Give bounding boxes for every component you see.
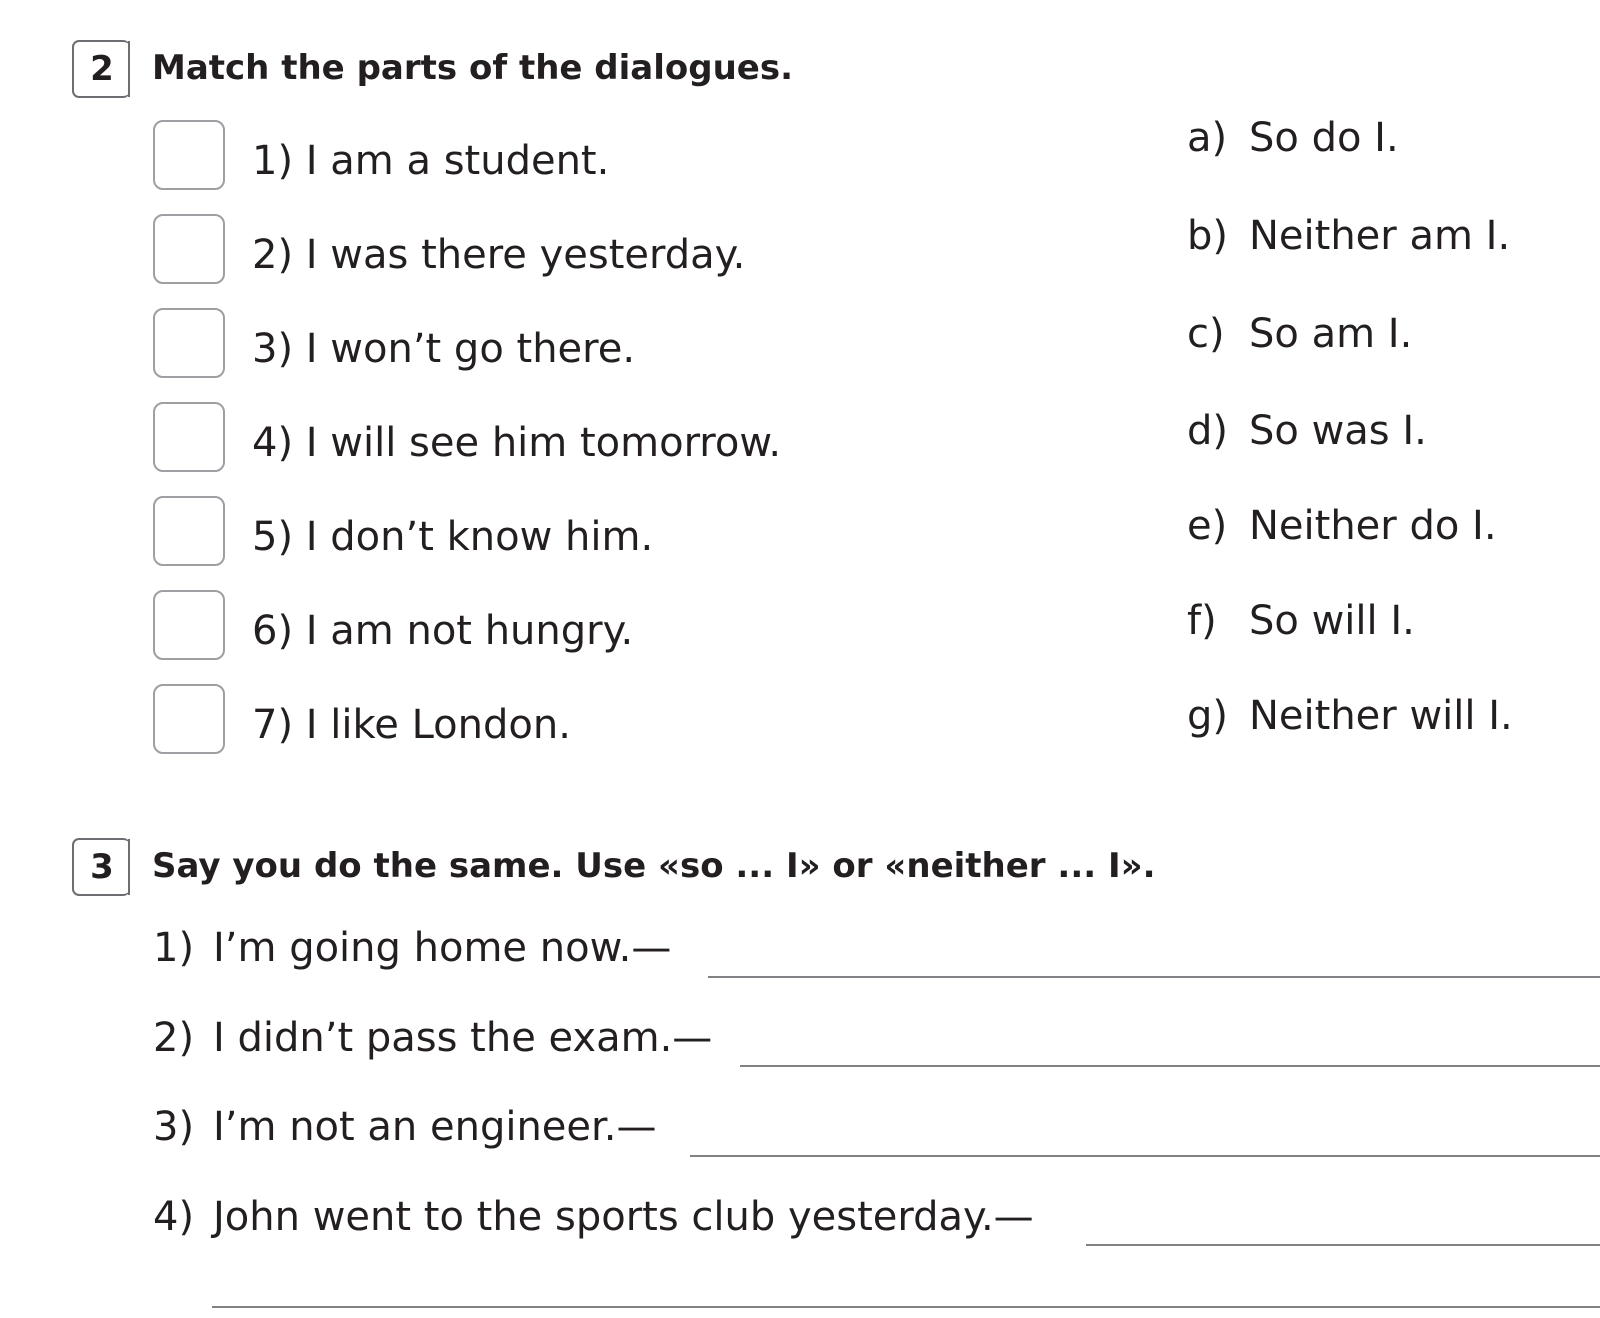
answer-box-6[interactable]: [153, 590, 225, 660]
exercise-number-badge: [72, 40, 130, 98]
left-item-3: 3) I won’t go there.: [252, 326, 636, 372]
right-item-g: [1187, 693, 1513, 739]
right-item-d: [1187, 408, 1427, 454]
answer-box-1[interactable]: [153, 120, 225, 190]
prompt-number: 3): [153, 1104, 195, 1150]
prompt-item-2: [153, 1015, 712, 1061]
right-item-letter: c): [1187, 311, 1225, 357]
right-item-letter: d): [1187, 408, 1228, 454]
answer-line-3[interactable]: [690, 1155, 1600, 1157]
right-item-text: So will I.: [1249, 598, 1415, 644]
exercise-title: Match the parts of the dialogues.: [152, 48, 794, 88]
right-item-letter: a): [1187, 115, 1228, 161]
answer-line-4[interactable]: [1086, 1244, 1600, 1246]
right-item-text: So do I.: [1249, 115, 1399, 161]
prompt-item-3: [153, 1104, 657, 1150]
prompt-item-1: [153, 925, 671, 971]
right-item-letter: e): [1187, 503, 1228, 549]
exercise-number: 2: [90, 49, 114, 89]
left-item-4: 4) I will see him tomorrow.: [252, 420, 782, 466]
answer-box-7[interactable]: [153, 684, 225, 754]
right-item-e: [1187, 503, 1497, 549]
prompt-number: 2): [153, 1015, 195, 1061]
answer-box-5[interactable]: [153, 496, 225, 566]
prompt-item-4: [153, 1194, 1034, 1240]
left-item-1: 1) I am a student.: [252, 138, 610, 184]
right-item-letter: b): [1187, 213, 1228, 259]
answer-line-4-continued[interactable]: [212, 1306, 1600, 1308]
answer-box-4[interactable]: [153, 402, 225, 472]
exercise-title: Say you do the same. Use «so ... I» or «neither ... I».: [152, 846, 1156, 886]
prompt-text: I’m going home now.—: [213, 925, 672, 971]
right-item-text: So was I.: [1249, 408, 1427, 454]
right-item-b: [1187, 213, 1510, 259]
right-item-text: Neither will I.: [1249, 693, 1513, 739]
right-item-c: [1187, 311, 1412, 357]
prompt-number: 1): [153, 925, 195, 971]
exercise-number: 3: [90, 847, 114, 887]
left-item-2: 2) I was there yesterday.: [252, 232, 746, 278]
left-item-6: 6) I am not hungry.: [252, 608, 634, 654]
left-item-5: 5) I don’t know him.: [252, 514, 654, 560]
answer-line-2[interactable]: [740, 1065, 1600, 1067]
prompt-text: I’m not an engineer.—: [213, 1104, 657, 1150]
answer-line-1[interactable]: [708, 976, 1600, 978]
right-item-text: So am I.: [1249, 311, 1413, 357]
prompt-text: John went to the sports club yesterday.—: [213, 1194, 1034, 1240]
exercise-number-badge: [72, 838, 130, 896]
right-item-a: [1187, 115, 1399, 161]
answer-box-2[interactable]: [153, 214, 225, 284]
answer-box-3[interactable]: [153, 308, 225, 378]
right-item-text: Neither do I.: [1249, 503, 1497, 549]
right-item-f: [1187, 598, 1415, 644]
left-item-7: 7) I like London.: [252, 702, 571, 748]
right-item-text: Neither am I.: [1249, 213, 1511, 259]
right-item-letter: g): [1187, 693, 1228, 739]
prompt-text: I didn’t pass the exam.—: [213, 1015, 713, 1061]
prompt-number: 4): [153, 1194, 195, 1240]
right-item-letter: f): [1187, 598, 1217, 644]
